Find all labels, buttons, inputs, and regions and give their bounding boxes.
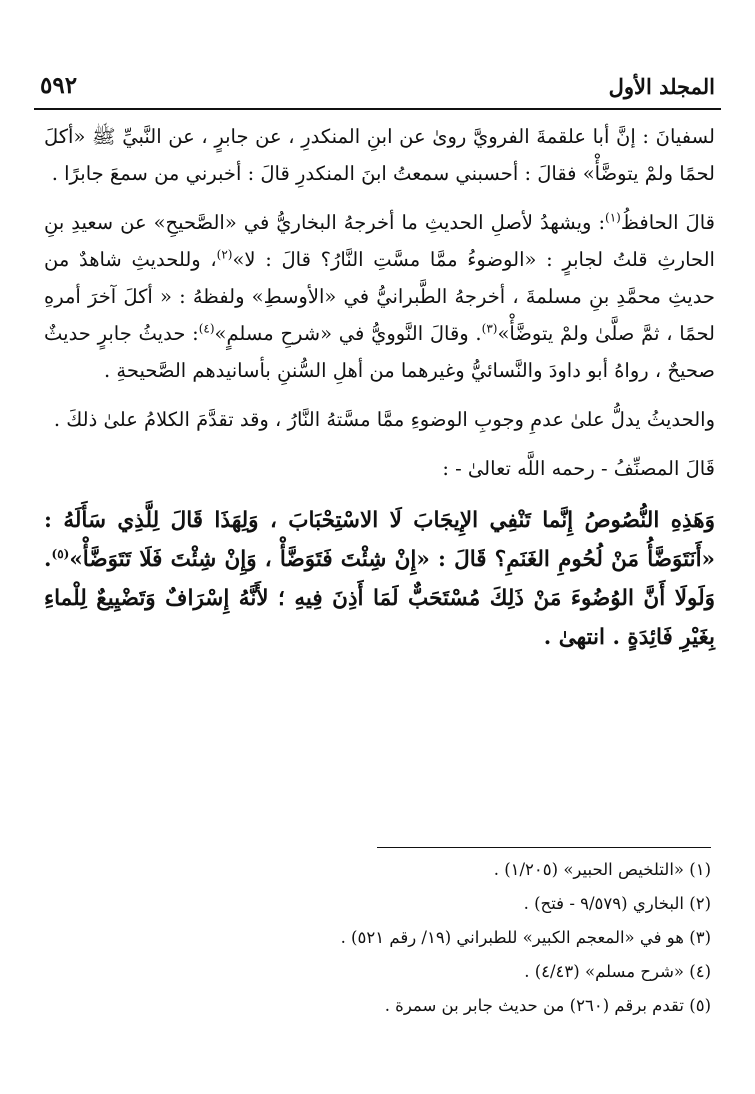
text-run: : حديثُ جابرٍ حديثٌ صحيحٌ ، رواهُ أبو داودَ والنَّسائيُّ وغيرهما من أهلِ السُّننِ بأسانيدهم الصَّحيحةِ . [44,322,715,382]
text-run: . وقالَ النَّوويُّ في «شرحِ مسلمٍ» [214,322,482,345]
footnote-2: (٢) البخاري (٩/٥٧٩ - فتح) . [523,894,711,913]
footnote-4: (٤) «شرح مسلم» (٤/٤٣) . [524,962,711,981]
footnote-divider [377,847,711,848]
footnote-ref-1: (١) [605,210,621,225]
text-run: وَهَذِهِ النُّصُوصُ إِنَّما تَنْفِي الإِيجَابَ لَا الاسْتِحْبَابَ ، وَلِهَذَا قَالَ لِلَّذِي سَأَلَهُ : «أَنَتَوَضَّأُ مَنْ لُحُومِ الغَنَمِ؟ قَالَ : «إِنْ شِئْتَ فَتَوَضَّأْ ، وَإِنْ شِئْتَ فَلَا تَتَوَضَّأْ» [44,508,715,572]
footnote-5: (٥) تقدم برقم (٢٦٠) من حديث جابر بن سمرة . [384,996,711,1015]
footnote-3: (٣) هو في «المعجم الكبير» للطبراني (١٩/ رقم ٥٢١) . [340,928,711,947]
footnote-ref-3: (٣) [481,321,498,336]
page-number: ٥٩٢ [40,72,78,99]
author-heading: قَالَ المصنِّفُ - رحمه اللَّه تعالىٰ - : [442,457,715,480]
text-run: : ويشهدُ لأصلِ الحديثِ ما أخرجهُ البخاريُّ في «الصَّحيحِ» عن سعيدِ بنِ الحارثِ قلتُ لجابرٍ : «الوضوءُ ممَّا مسَّتِ النَّارُ؟ قالَ : لا» [44,211,715,271]
paragraph-conclusion: والحديثُ يدلُّ علىٰ عدمِ وجوبِ الوضوءِ ممَّا مسَّتهُ النَّارُ ، وقد تقدَّمَ الكلامُ علىٰ ذلكَ . [53,408,715,431]
matn-text [44,501,715,657]
paragraph-hafiz-commentary [44,204,715,389]
main-text [44,118,715,669]
paragraph-isnad: لسفيانَ : إنَّ أبا علقمةَ الفرويَّ روىٰ عن ابنِ المنكدرِ ، عن جابرٍ ، عن النَّبيِّ ﷺ «أكلَ لحمًا ولمْ يتوضَّأْ» فقالَ : أحسبني سمعتُ ابنَ المنكدرِ قالَ : أخبرني من سمعَ جابرًا . [44,125,715,185]
footnote-ref-2: (٢) [216,247,233,262]
footnote-ref-5: (٥) [51,546,70,561]
text-run: قالَ الحافظُ [620,211,715,234]
header-divider [34,108,721,110]
text-run: ، وللحديثِ شاهدٌ من حديثِ محمَّدِ بنِ مسلمةَ ، أخرجهُ الطَّبرانيُّ في «الأوسطِ» ولفظهُ : « أكلَ آخرَ أمرهِ لحمًا ، ثمَّ صلَّىٰ ولمْ يتوضَّأْ» [44,248,716,345]
volume-title: المجلد الأول [608,74,715,99]
footnotes [40,853,711,1023]
running-header [40,66,715,106]
footnote-1: (١) «التلخيص الحبير» (١/٢٠٥) . [493,860,711,879]
footnote-ref-4: (٤) [198,321,215,336]
text-run: . وَلَولَا أَنَّ الوُضُوءَ مَنْ ذَلِكَ مُسْتَحَبٌّ لَمَا أَذِنَ فِيهِ ؛ لأَنَّهُ إِسْرَافٌ وَتَضْيِيعٌ لِلْماءِ بِغَيْرِ فَائِدَةٍ . انتهىٰ . [44,547,715,650]
